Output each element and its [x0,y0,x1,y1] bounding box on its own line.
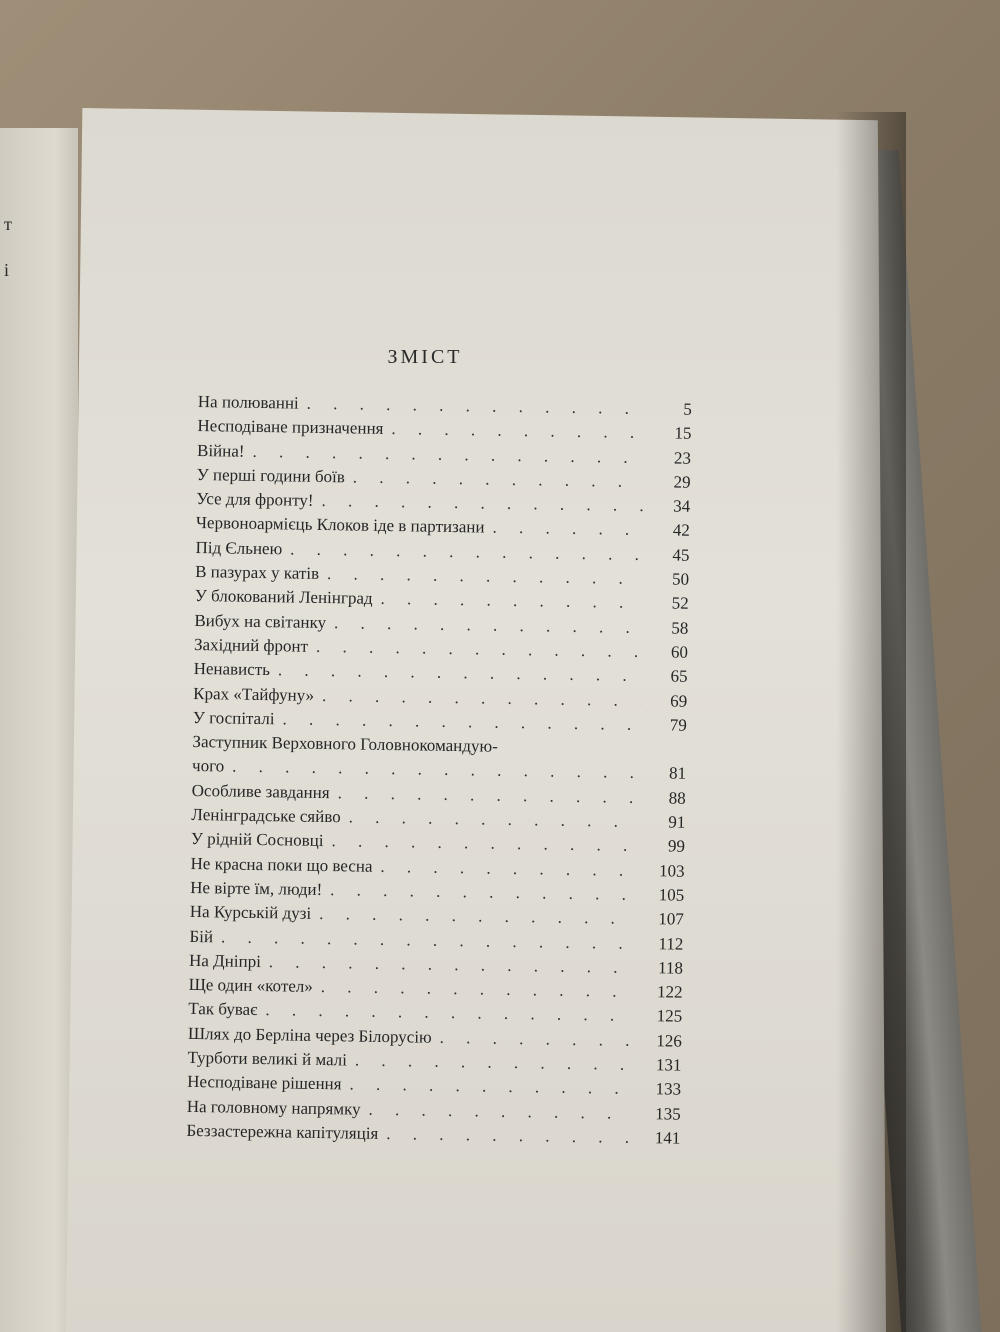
left-page-letter: і [4,260,10,280]
toc-entry-title: Ненависть [193,659,271,680]
toc-entry-title: Несподіване призначення [197,416,384,439]
toc-entry-page-number: 131 [655,1055,682,1075]
toc-entry-page-number: 34 [673,496,691,516]
toc-entry-title: Беззастережна капітуляція [186,1120,379,1143]
toc-entry-page-number: 45 [672,545,690,565]
table-of-contents [186,392,692,1153]
dot-leader [345,467,645,492]
toc-entry-page-number: 103 [658,860,685,881]
toc-entry-page-number: 141 [654,1128,681,1148]
toc-entry-title: На Дніпрі [188,950,262,971]
toc-entry-page-number: 99 [667,836,686,857]
toc-entry-title: Під Єльнею [195,537,283,559]
dot-leader [341,807,640,832]
toc-entry-title: На головному напрямку [186,1096,361,1119]
toc-entry-page-number: 105 [658,885,685,905]
dot-leader [372,856,638,880]
page-title: ЗМІСТ [387,346,463,368]
toc-entry-page-number: 58 [671,618,689,638]
toc-entry-title: На полюванні [197,392,299,413]
toc-entry-title: Західний фронт [193,634,309,656]
toc-entry-title: Вибух на світанку [194,610,327,632]
toc-entry-page-number: 69 [670,691,688,711]
dot-leader [308,637,642,662]
dot-leader [313,977,637,1002]
dot-leader [311,904,638,929]
dot-leader [319,564,643,589]
toc-entry-page-number: 60 [670,642,689,662]
dot-leader [378,1124,634,1148]
toc-entry-title: Ще один «котел» [188,975,314,997]
toc-entry-page-number: 65 [670,666,688,686]
toc-entry-page-number: 126 [656,1030,683,1051]
toc-entry-title: Заступник Верховного Головнокомандую- [192,732,498,756]
dot-leader [313,491,644,516]
toc-entry-title: Війна! [196,440,245,461]
toc-entry-title: чого [191,756,225,776]
toc-entry-page-number: 122 [656,982,683,1002]
toc-entry-page-number [640,754,686,755]
toc-entry-title: Турботи великі й малі [187,1047,348,1070]
left-page-letter: т [4,214,12,234]
toc-entry-page-number: 135 [655,1103,681,1124]
dot-leader [383,419,645,443]
toc-entry-title: Не красна поки що весна [190,853,373,876]
toc-entry-page-number: 79 [669,715,687,735]
toc-entry-page-number: 112 [658,933,684,954]
toc-entry-title: Червоноармієць Клоков іде в партизани [195,513,485,538]
toc-entry-page-number: 118 [657,958,684,978]
dot-leader [314,685,641,710]
toc-entry-page-number: 5 [683,399,692,419]
toc-entry-page-number: 81 [668,763,687,784]
dot-leader [372,589,642,613]
toc-entry-page-number: 42 [672,520,691,541]
dot-leader [330,783,640,808]
toc-entry-title: Ленінградське сяйво [191,804,341,827]
dot-leader [347,1050,636,1075]
dot-leader [299,394,646,419]
toc-entry-title: Крах «Тайфуну» [193,683,315,705]
toc-entry-title: Несподіване рішення [187,1072,342,1094]
toc-entry-page-number: 52 [671,593,689,614]
toc-entry-page-number: 107 [658,909,684,929]
dot-leader [322,880,638,905]
dot-leader [484,518,644,541]
toc-entry-title: У блокований Ленінград [194,586,373,609]
dot-leader [323,831,639,856]
left-page [0,128,78,1332]
toc-entry-title: У рідній Сосновці [190,829,324,851]
toc-entry-title: Не вірте їм, люди! [190,877,323,899]
toc-entry-page-number: 15 [674,423,692,444]
toc-entry-page-number: 133 [655,1079,682,1099]
toc-entry-page-number: 23 [673,448,692,468]
toc-entry-title: У перші години боїв [196,464,345,487]
toc-entry-page-number: 88 [668,788,686,808]
toc-entry-title: В пазурах у катів [195,562,320,584]
toc-entry-title: Так буває [188,999,258,1020]
toc-entry-page-number: 29 [673,472,691,492]
toc-entry-title: На Курській дузі [189,902,312,924]
toc-entry-page-number: 91 [668,812,686,832]
toc-entry-page-number: 125 [656,1006,683,1027]
toc-entry-title: У госпіталі [192,707,275,729]
dot-leader [432,1027,636,1050]
page-shadow [836,112,906,1332]
toc-entry-title: Особливе завдання [191,780,330,802]
toc-entry-title: Бій [189,926,214,946]
dot-leader [282,539,644,565]
dot-leader [326,613,643,638]
dot-leader [341,1075,635,1100]
toc-entry-page-number: 50 [671,569,690,589]
dot-leader [360,1099,634,1123]
toc-entry-title: Усе для фронту! [196,489,314,511]
toc-entry-title: Шлях до Берліна через Білорусію [187,1023,432,1047]
